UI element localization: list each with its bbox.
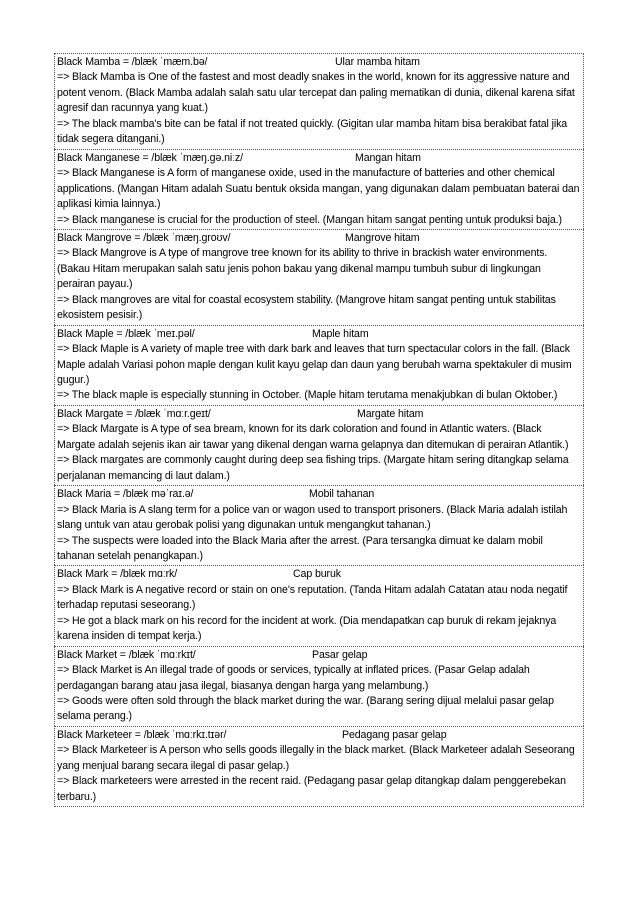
- headword-with-pronunciation: Black Manganese = /blæk ˈmæŋ.ɡə.niːz/: [57, 151, 243, 164]
- definition-text: => Black Maria is A slang term for a police van or wagon used to transport prisoners. (Black Maria adalah istilah slang untuk van atau gerobak polisi yang digunakan untuk mengangkut tahanan.): [57, 503, 568, 532]
- definition-text: => Black Mark is A negative record or stain on one's reputation. (Tanda Hitam adalah Catatan atau noda negatif terhadap reputasi seseorang.): [57, 583, 568, 612]
- example-sentence: => He got a black mark on his record for the incident at work. (Dia mendapatkan cap buruk di rekam jejaknya karena insiden di tempat kerja.): [57, 614, 557, 643]
- indonesian-translation: Pedagang pasar gelap: [342, 728, 447, 741]
- indonesian-translation: Mangrove hitam: [345, 231, 420, 244]
- definition-text: => Black Manganese is A form of manganese oxide, used in the manufacture of batteries and other chemical applications. (Mangan Hitam adalah Suatu bentuk oksida mangan, yang digunakan dalam pembuatan baterai dan aplikasi kimia lainnya.): [57, 167, 580, 211]
- example-sentence: => The black mamba's bite can be fatal if not treated quickly. (Gigitan ular mamba hitam bisa berakibat fatal jika tidak segera ditangani.): [57, 117, 568, 146]
- definition-text: => Black Mangrove is A type of mangrove tree known for its ability to thrive in brackish water environments. (Bakau Hitam merupakan salah satu jenis pohon bakau yang dikenal mampu tumbuh subur di lingkungan perairan payau.): [57, 247, 548, 291]
- example-sentence: => Black manganese is crucial for the production of steel. (Mangan hitam sangat penting untuk produksi baja.): [57, 213, 562, 226]
- dictionary-entry: [54, 325, 584, 405]
- definition-text: => Black Maple is A variety of maple tree with dark bark and leaves that turn spectacular colors in the fall. (Black Maple adalah Variasi pohon maple dengan kulit kayu gelap dan daun yang berubah warna spektakuler di musim gugur.): [57, 343, 572, 386]
- example-sentence: => The suspects were loaded into the Black Maria after the arrest. (Para tersangka dimuat ke dalam mobil tahanan setelah penangkapan.): [57, 534, 543, 562]
- indonesian-translation: Mangan hitam: [355, 151, 421, 164]
- headword-with-pronunciation: Black Mamba = /blæk ˈmæm.bə/: [57, 56, 208, 68]
- headword-row: [57, 648, 581, 663]
- headword-row: [57, 567, 581, 582]
- headword-with-pronunciation: Black Maria = /blæk məˈraɪ.ə/: [57, 488, 194, 501]
- indonesian-translation: Maple hitam: [312, 327, 369, 340]
- headword-with-pronunciation: Black Market = /blæk ˈmɑːrkɪt/: [57, 648, 196, 661]
- headword-with-pronunciation: Black Maple = /blæk ˈmeɪ.pəl/: [57, 327, 195, 340]
- headword-with-pronunciation: Black Margate = /blæk ˈmɑːr.ɡeɪt/: [57, 407, 211, 420]
- definition-text: => Black Market is An illegal trade of goods or services, typically at inflated prices. (Pasar Gelap adalah perdagangan barang atau jasa ilegal, biasanya dengan harga yang melambung.): [57, 664, 530, 692]
- headword-row: [57, 151, 581, 166]
- dictionary-entry: [54, 405, 584, 485]
- indonesian-translation: Margate hitam: [357, 407, 424, 420]
- definition-text: => Black Marketeer is A person who sells goods illegally in the black market. (Black Marketeer adalah Seseorang yang menjual barang secara ilegal di pasar gelap.): [57, 744, 575, 772]
- headword-row: [57, 407, 581, 422]
- headword-row: [57, 728, 581, 743]
- indonesian-translation: Cap buruk: [293, 568, 341, 581]
- indonesian-translation: Mobil tahanan: [309, 488, 375, 501]
- dictionary-entry: [54, 565, 584, 645]
- example-sentence: => The black maple is especially stunning in October. (Maple hitam terutama menakjubkan di bulan Oktober.): [57, 389, 558, 402]
- example-sentence: => Goods were often sold through the black market during the war. (Barang sering dijual melalui pasar gelap selama perang.): [57, 695, 554, 723]
- headword-row: [57, 55, 581, 70]
- definition-text: => Black Margate is A type of sea bream, known for its dark coloration and found in Atlantic waters. (Black Margate adalah sejenis ikan air tawar yang dikenal dengan warna gelapnya dan ditemukan di perairan Atlantik.): [57, 423, 569, 451]
- example-sentence: => Black margates are commonly caught during deep sea fishing trips. (Margate hitam sering ditangkap selama perjalanan memancing di laut dalam.): [57, 454, 569, 482]
- dictionary-entry: [54, 646, 584, 726]
- vocabulary-list: [54, 53, 584, 807]
- headword-row: [57, 487, 581, 502]
- indonesian-translation: Pasar gelap: [312, 648, 368, 661]
- headword-with-pronunciation: Black Mangrove = /blæk ˈmæŋ.ɡroʊv/: [57, 231, 231, 244]
- headword-row: [57, 231, 581, 246]
- example-sentence: => Black mangroves are vital for coastal ecosystem stability. (Mangrove hitam sangat penting untuk stabilitas ekosistem pesisir.): [57, 293, 556, 322]
- dictionary-entry: [54, 53, 584, 149]
- indonesian-translation: Ular mamba hitam: [335, 56, 420, 68]
- headword-with-pronunciation: Black Marketeer = /blæk ˈmɑːrkɪ.tɪər/: [57, 728, 227, 741]
- example-sentence: => Black marketeers were arrested in the recent raid. (Pedagang pasar gelap ditangkap dalam penggerebekan terbaru.): [57, 775, 566, 803]
- headword-with-pronunciation: Black Mark = /blæk mɑːrk/: [57, 568, 178, 581]
- dictionary-entry: [54, 485, 584, 565]
- dictionary-entry: [54, 229, 584, 325]
- dictionary-entry: [54, 726, 584, 807]
- dictionary-entry: [54, 149, 584, 229]
- definition-text: => Black Mamba is One of the fastest and most deadly snakes in the world, known for its aggressive nature and potent venom. (Black Mamba adalah salah satu ular tercepat dan paling mematikan di dunia, dikenal karena sifat agresif dan racunnya yang kuat.): [57, 71, 575, 115]
- headword-row: [57, 327, 581, 342]
